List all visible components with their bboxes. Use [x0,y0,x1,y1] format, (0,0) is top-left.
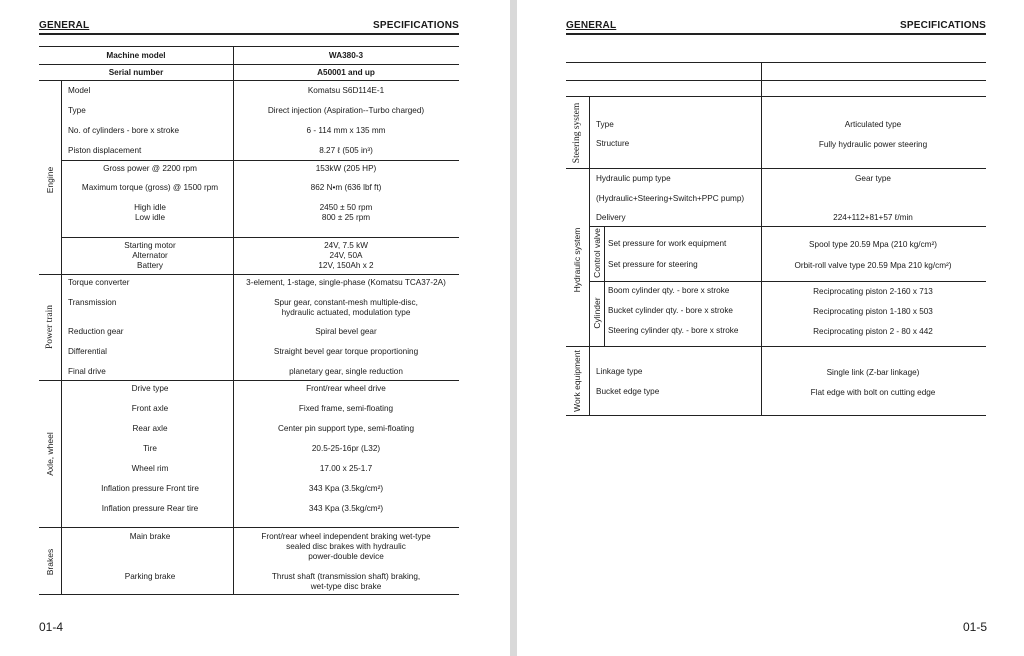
spec-label: Linkage type [596,367,643,376]
section-header: GENERAL [566,20,617,31]
spec-label: Type [68,106,86,115]
spec-label: Hydraulic pump type [596,174,671,183]
spec-value: Direct injection (Aspiration--Turbo charged) [267,106,425,115]
spec-label: Tire [143,444,157,453]
spec-label: Bucket cylinder qty. - bore x stroke [608,306,733,315]
spec-label: Transmission [68,298,117,307]
spec-value: Reciprocating piston 1-180 x 503 [813,307,933,316]
spec-value: Fixed frame, semi-floating [298,404,394,413]
spec-label: Starting motor [124,241,176,250]
spec-label: Steering cylinder qty. - bore x stroke [608,326,739,335]
cylinder-label: Cylinder [592,297,602,329]
engine-section-label: Engine [45,166,55,194]
header-rule [566,33,986,35]
spec-value: Reciprocating piston 2 - 80 x 442 [813,327,933,336]
spec-value: wet-type disc brake [310,582,382,591]
spec-label: Differential [68,347,107,356]
table-rule [566,96,986,97]
spec-value: 24V, 50A [329,251,363,260]
table-rule [39,46,459,47]
table-divider [233,46,234,80]
spec-value: Gear type [855,174,891,183]
table-rule [566,62,986,63]
table-rule [566,415,986,416]
spec-value: power-double device [308,552,384,561]
spec-value: sealed disc brakes with hydraulic [286,542,406,551]
spec-label: High idle [134,203,166,212]
spec-value: Orbit-roll valve type 20.59 Mpa 210 kg/cm²) [794,261,952,270]
table-divider [761,96,762,416]
steering-section-label: Steering system [572,102,582,164]
spec-value: 224+112+81+57 ℓ/min [833,213,913,222]
spec-label: Drive type [131,384,169,393]
spec-value: 862 N•m (636 lbf ft) [310,183,382,192]
spec-value: 20.5-25-16pr (L32) [311,444,381,453]
spec-label: No. of cylinders - bore x stroke [68,126,180,135]
spec-value: Thrust shaft (transmission shaft) braking, [271,572,421,581]
spec-label: Alternator [132,251,168,260]
table-divider [589,96,590,416]
spec-value: 24V, 7.5 kW [324,241,368,250]
section-header: GENERAL [39,20,90,31]
axle-wheel-section-label: Axle, wheel [45,432,55,476]
spec-value: Front/rear wheel independent braking wet-type [261,532,431,541]
spec-label: Inflation pressure Rear tire [101,504,199,513]
work-equipment-section-label: Work equipment [572,350,582,412]
page-number: 01-4 [39,620,64,634]
spec-value: Fully hydraulic power steering [818,140,928,149]
table-rule [39,274,459,275]
spec-label: Reduction gear [68,327,124,336]
document-title: SPECIFICATIONS [900,20,986,31]
spec-value: Front/rear wheel drive [306,384,386,393]
spec-label: Delivery [596,213,626,222]
spec-value: Flat edge with bolt on cutting edge [810,388,936,397]
spec-value: 153kW (205 HP) [315,164,377,173]
spec-label: Inflation pressure Front tire [101,484,199,493]
spec-label: (Hydraulic+Steering+Switch+PPC pump) [596,194,745,203]
spec-label: Type [596,120,614,129]
spec-value: Center pin support type, semi-floating [277,424,415,433]
spec-value: Spool type 20.59 Mpa (210 kg/cm²) [809,240,937,249]
table-rule [589,226,986,227]
table-rule [39,64,459,65]
table-rule [39,594,459,595]
spec-label: Maximum torque (gross) @ 1500 rpm [81,183,219,192]
spec-value: hydraulic actuated, modulation type [281,308,411,317]
spec-value: 3-element, 1-stage, single-phase (Komatsu TCA37-2A) [246,278,446,287]
table-rule [39,80,459,81]
table-rule [566,168,986,169]
table-divider [61,80,62,594]
table-rule [61,237,459,238]
serial-label: Serial number [108,68,164,77]
spec-value: Articulated type [844,120,902,129]
spec-label: Set pressure for steering [608,260,698,269]
spec-label: Model [68,86,91,95]
spec-value: 8.27 ℓ (505 in³) [319,146,373,155]
spec-value: Spiral bevel gear [315,327,377,336]
table-rule [589,281,986,282]
spec-label: Wheel rim [131,464,169,473]
spec-label: Rear axle [132,424,168,433]
control-valve-label: Control valve [592,228,602,278]
spec-label: Final drive [68,367,106,376]
machine-model-label: Machine model [106,51,166,60]
spec-value: 12V, 150Ah x 2 [318,261,374,270]
spec-value: 2450 ± 50 rpm [319,203,373,212]
spec-label: Gross power @ 2200 rpm [103,164,197,173]
spec-value: 343 Kpa (3.5kg/cm²) [308,504,384,513]
spec-label: Main brake [129,532,171,541]
spec-label: Structure [596,139,630,148]
right-page [517,0,1024,656]
document-title: SPECIFICATIONS [373,20,459,31]
spec-value: planetary gear, single reduction [289,367,403,376]
spec-label: Bucket edge type [596,387,660,396]
spec-value: Spur gear, constant-mesh multiple-disc, [274,298,418,307]
spec-label: Front axle [131,404,169,413]
spec-value: 343 Kpa (3.5kg/cm²) [308,484,384,493]
hydraulic-section-label: Hydraulic system [572,227,582,293]
table-divider [604,226,605,346]
table-divider [761,62,762,96]
spec-value: 800 ± 25 rpm [321,213,371,222]
left-page [0,0,510,656]
spec-value: Reciprocating piston 2-160 x 713 [813,287,933,296]
table-rule [39,527,459,528]
spec-label: Boom cylinder qty. - bore x stroke [608,286,730,295]
spec-label: Set pressure for work equipment [608,239,727,248]
power-train-section-label: Power train [45,304,55,350]
header-rule [39,33,459,35]
machine-model-value: WA380-3 [328,51,364,60]
serial-value: A50001 and up [317,68,375,77]
spec-label: Piston displacement [68,146,142,155]
spec-value: Komatsu S6D114E-1 [307,86,385,95]
spec-label: Battery [137,261,163,270]
brakes-section-label: Brakes [45,548,55,576]
spec-value: Straight bevel gear torque proportioning [273,347,419,356]
table-rule [39,380,459,381]
spec-value: Single link (Z-bar linkage) [826,368,920,377]
spec-label: Low idle [134,213,166,222]
spec-label: Torque converter [68,278,130,287]
page-number: 01-5 [962,620,987,634]
spec-value: 6 - 114 mm x 135 mm [306,126,386,135]
spec-label: Parking brake [124,572,176,581]
table-rule [61,160,459,161]
table-rule [566,346,986,347]
spec-value: 17.00 x 25-1.7 [319,464,373,473]
table-divider [233,80,234,594]
table-rule [566,80,986,81]
